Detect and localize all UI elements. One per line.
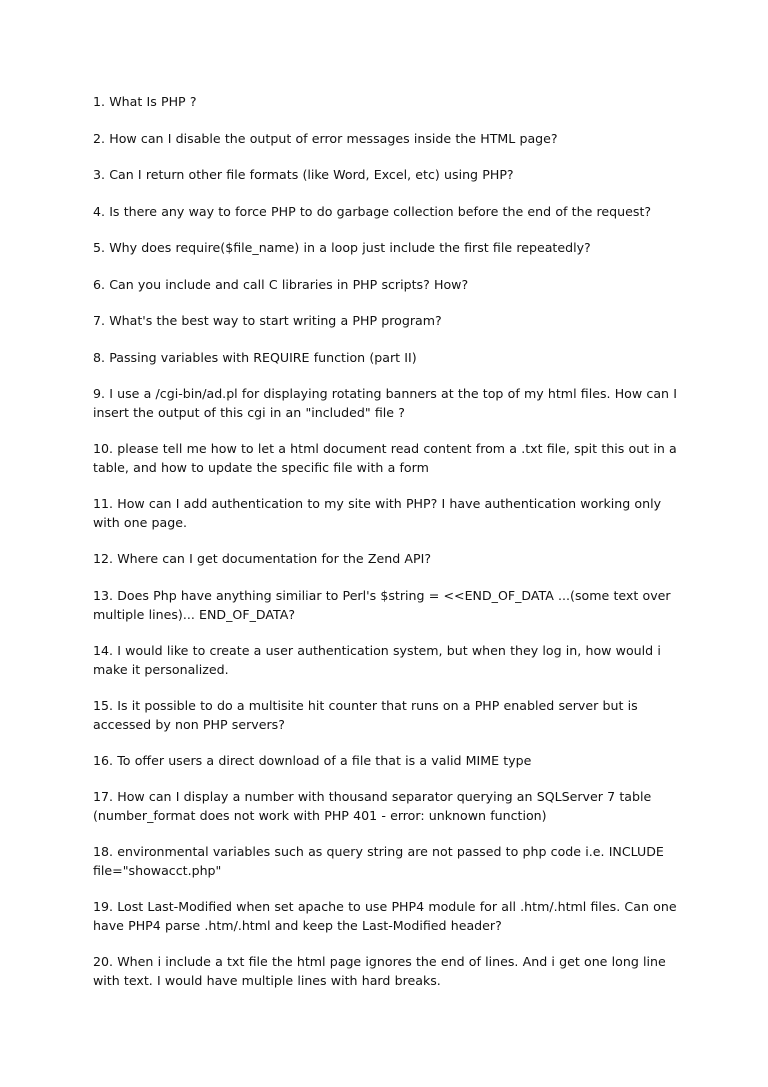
question-item: 1. What Is PHP ? [93, 94, 197, 109]
question-item: 9. I use a /cgi-bin/ad.pl for displaying rotating banners at the top of my html files. How can I insert the output of this cgi in an "included" file ? [93, 386, 677, 420]
question-item: 16. To offer users a direct download of a file that is a valid MIME type [93, 752, 532, 768]
question-item: 17. How can I display a number with thousand separator querying an SQLServer 7 table (number_format does not work with PHP 401 - error: unknown function) [93, 789, 652, 823]
question-item: 7. What's the best way to start writing a PHP program? [93, 313, 442, 328]
question-item: 11. How can I add authentication to my site with PHP? I have authentication working only with one page. [93, 496, 662, 530]
question-item: 19. Lost Last-Modified when set apache to use PHP4 module for all .htm/.html files. Can one have PHP4 parse .htm/.html and keep the Last-Modified header? [93, 899, 677, 933]
question-item: 8. Passing variables with REQUIRE function (part II) [93, 349, 417, 365]
question-item: 4. Is there any way to force PHP to do garbage collection before the end of the request? [93, 203, 652, 219]
question-item: 12. Where can I get documentation for the Zend API? [93, 551, 432, 566]
question-item: 15. Is it possible to do a multisite hit counter that runs on a PHP enabled server but is accessed by non PHP servers? [93, 697, 638, 732]
question-item: 20. When i include a txt file the html page ignores the end of lines. And i get one long line with text. I would have multiple lines with hard breaks. [93, 954, 666, 988]
question-item: 14. I would like to create a user authentication system, but when they log in, how would i make it personalized. [93, 642, 661, 677]
question-item: 18. environmental variables such as query string are not passed to php code i.e. INCLUDE file="showacct.php" [93, 844, 664, 878]
question-item: 2. How can I disable the output of error messages inside the HTML page? [93, 130, 558, 146]
question-item: 6. Can you include and call C libraries in PHP scripts? How? [93, 276, 469, 292]
question-item: 5. Why does require($file_name) in a loop just include the first file repeatedly? [93, 240, 591, 255]
question-list [93, 92, 683, 1007]
question-item: 3. Can I return other file formats (like Word, Excel, etc) using PHP? [93, 167, 514, 182]
question-item: 10. please tell me how to let a html document read content from a .txt file, spit this out in a table, and how to update the specific file with a form [93, 441, 677, 475]
question-item: 13. Does Php have anything similiar to Perl's $string = <<END_OF_DATA ...(some text over multiple lines)... END_OF_DATA? [93, 587, 671, 622]
